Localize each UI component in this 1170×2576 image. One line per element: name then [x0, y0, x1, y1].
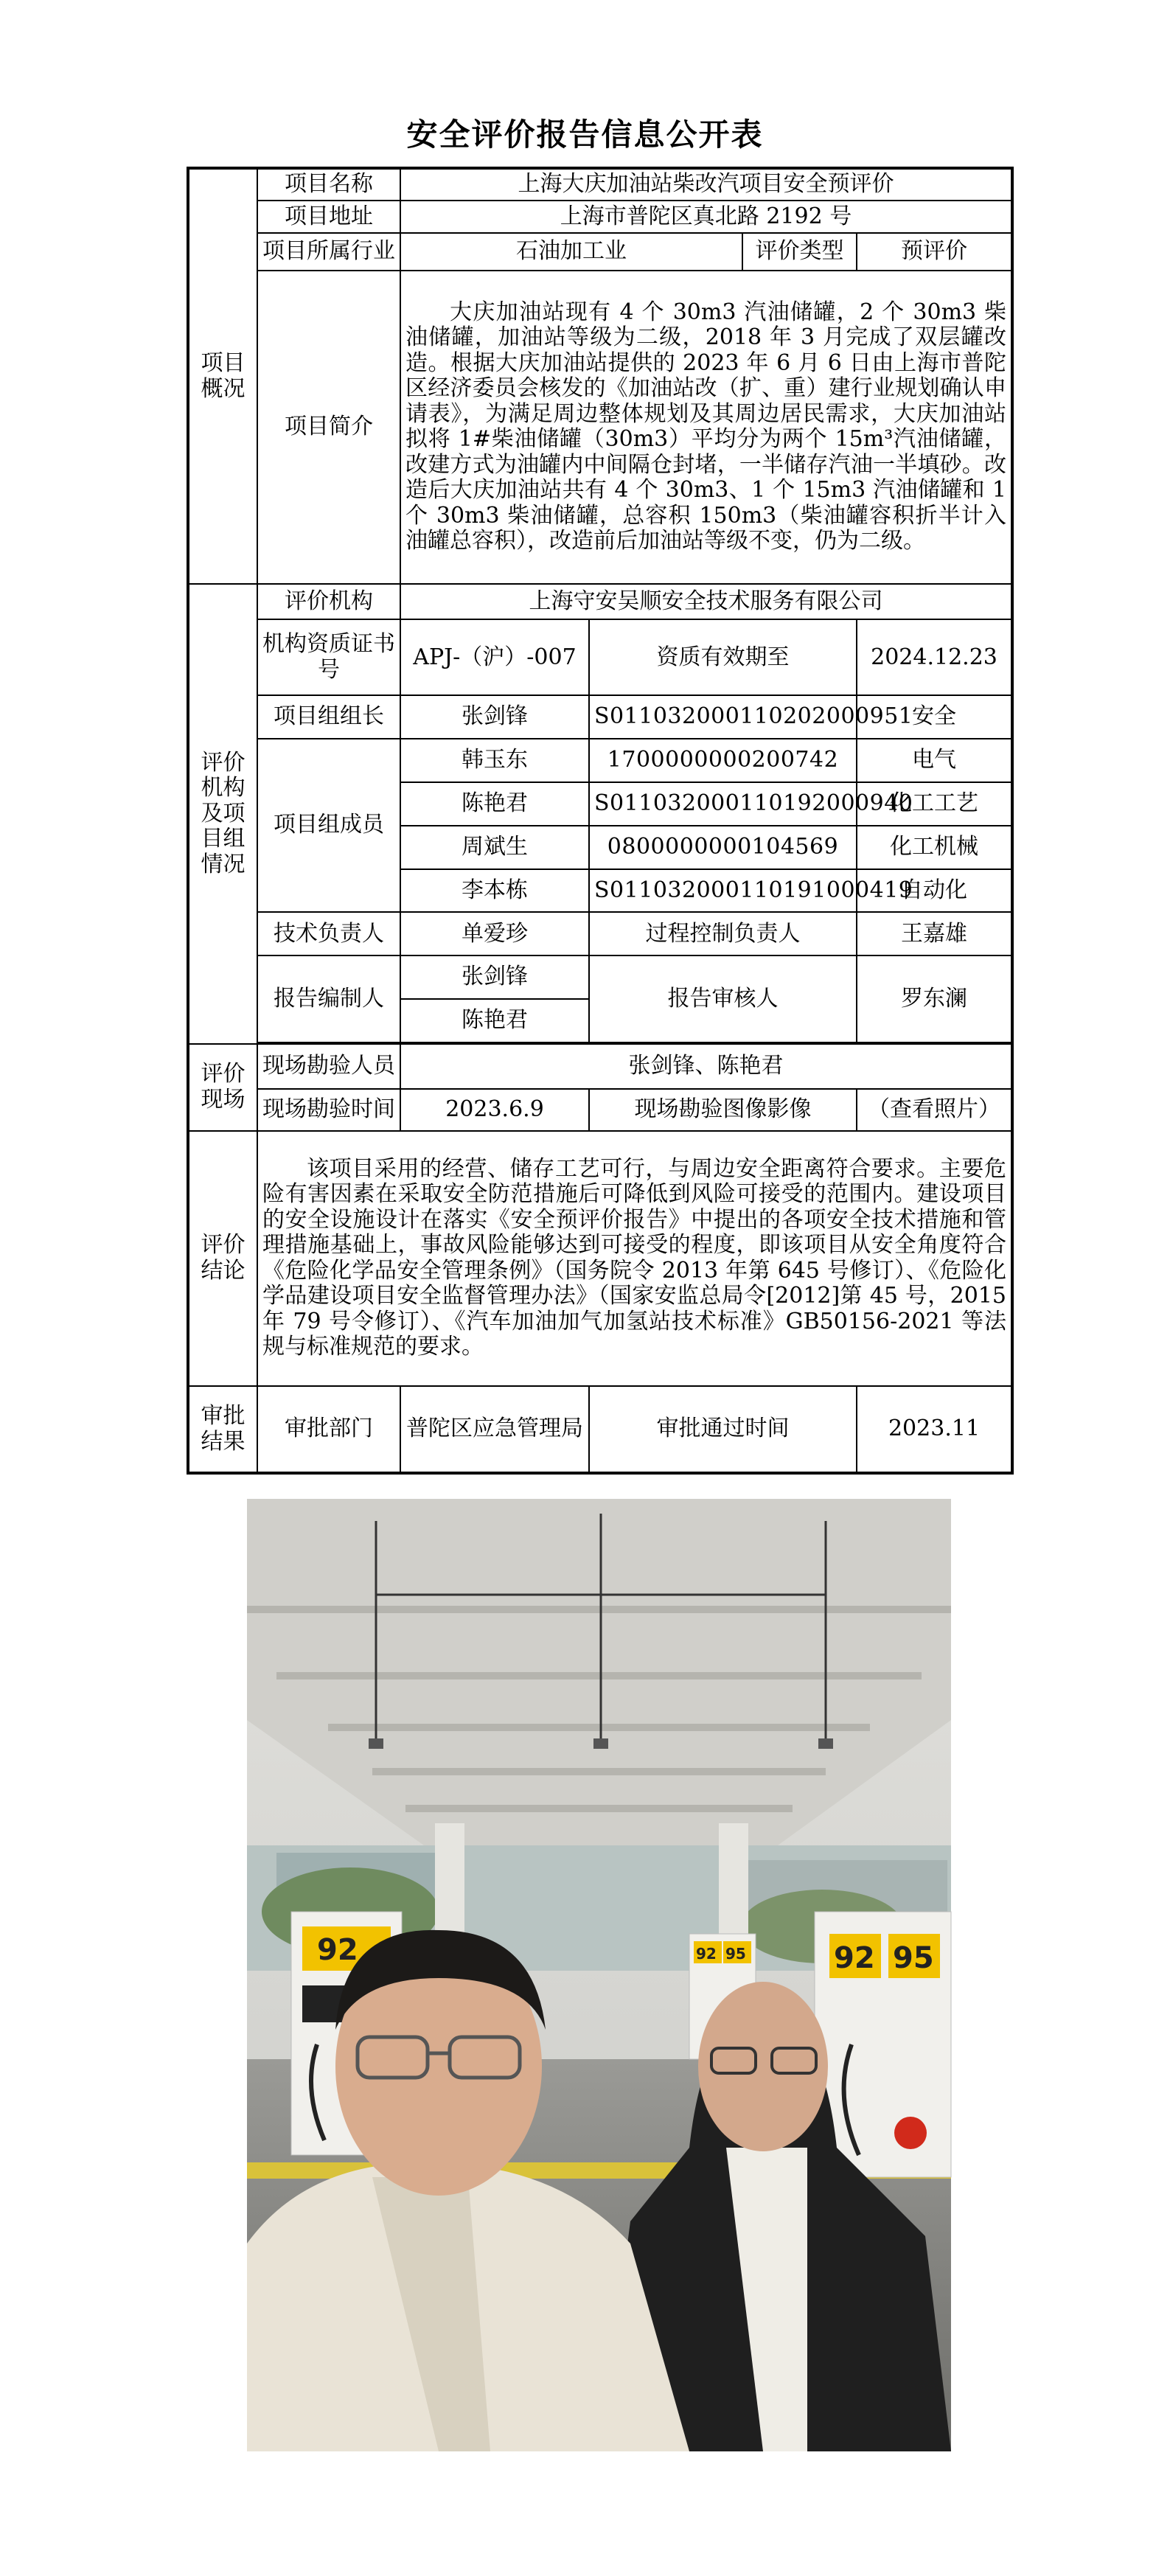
industry-value: 石油加工业 [400, 233, 742, 270]
site-time-label: 现场勘验时间 [257, 1089, 400, 1131]
team-member-field: 化工机械 [857, 826, 1012, 869]
project-address-value: 上海市普陀区真北路 2192 号 [400, 201, 1012, 233]
approval-dept-label: 审批部门 [257, 1386, 400, 1473]
report-author-label: 报告编制人 [257, 955, 400, 1042]
svg-text:92: 92 [696, 1945, 717, 1963]
section-agency: 评价机构及项目组情况 [188, 584, 257, 1044]
team-member-name: 周斌生 [400, 826, 589, 869]
team-member-id: 0800000000104569 [589, 826, 857, 869]
process-lead-label: 过程控制负责人 [589, 912, 857, 955]
team-member-field: 化工工艺 [857, 782, 1012, 826]
report-author-name: 张剑锋 [400, 955, 589, 999]
team-member-field: 自动化 [857, 869, 1012, 913]
info-table [187, 167, 1014, 1475]
team-member-field: 电气 [857, 739, 1012, 782]
section-overview: 项目概况 [188, 168, 257, 584]
conclusion-text: 该项目采用的经营、储存工艺可行，与周边安全距离符合要求。主要危险有害因素在采取安全防范措施后可降低到风险可接受的范围内。建设项目的安全设施设计在落实《安全预评价报告》中提出的各项安全技术措施和管理措施基础上，事故风险能够达到可接受的程度，即该项目从安全角度符合《危险化学品安全管理条例》（国务院令 2013 年第 645 号修订）、《危险化学品建设项目安全监督管理办法》（国家安监总局令[2012]第 45 号，2015 年 79 号令修订）、《汽车加油加气加氢站技术标准》GB50156-2021 等法规与标准规范的要求。 [257, 1131, 1012, 1387]
team-leader-field: 安全 [857, 695, 1012, 739]
approval-time-value: 2023.11 [857, 1386, 1012, 1473]
evaluation-type-value: 预评价 [857, 233, 1012, 270]
svg-text:95: 95 [725, 1945, 746, 1963]
agency-value: 上海守安吴顺安全技术服务有限公司 [400, 584, 1012, 619]
tech-lead-value: 单爱珍 [400, 912, 589, 955]
approval-time-label: 审批通过时间 [589, 1386, 857, 1473]
site-image-label: 现场勘验图像影像 [589, 1089, 857, 1131]
team-member-name: 韩玉东 [400, 739, 589, 782]
report-author-name: 陈艳君 [400, 999, 589, 1042]
site-staff-value: 张剑锋、陈艳君 [400, 1044, 1012, 1089]
site-staff-label: 现场勘验人员 [257, 1044, 400, 1089]
document-title: 安全评价报告信息公开表 [406, 116, 764, 153]
section-site: 评价现场 [188, 1044, 257, 1131]
project-name-label: 项目名称 [257, 168, 400, 201]
team-member-id: 1700000000200742 [589, 739, 857, 782]
valid-until-label: 资质有效期至 [589, 619, 857, 695]
evaluation-type-label: 评价类型 [742, 233, 857, 270]
process-lead-value: 王嘉雄 [857, 912, 1012, 955]
team-members-label: 项目组成员 [257, 739, 400, 912]
view-photo-link[interactable]: （查看照片） [857, 1089, 1012, 1131]
team-leader-label: 项目组组长 [257, 695, 400, 739]
svg-text:92: 92 [317, 1933, 358, 1967]
site-photo [247, 1499, 951, 2451]
industry-label: 项目所属行业 [257, 233, 400, 270]
approval-dept-value: 普陀区应急管理局 [400, 1386, 589, 1473]
svg-text:92: 92 [834, 1941, 875, 1975]
project-intro-text: 大庆加油站现有 4 个 30m3 汽油储罐，2 个 30m3 柴油储罐，加油站等级为二级，2018 年 3 月完成了双层罐改造。根据大庆加油站提供的 2023 年 6 月 6 日由上海市普陀区经济委员会核发的《加油站改（扩、重）建行业规划确认申请表》，为满足周边整体规划及其周边居民需求，大庆加油站拟将 1#柴油储罐（30m3）平均分为两个 15m³汽油储罐，改建方式为油罐内中间隔仓封堵，一半储存汽油一半填砂。改造后大庆加油站共有 4 个 30m3、1 个 15m3 汽油储罐和 1 个 30m3 柴油储罐，总容积 150m3（柴油罐容积折半计入油罐总容积），改造前后加油站等级不变，仍为二级。 [400, 271, 1012, 584]
cert-number-value: APJ-（沪）-007 [400, 619, 589, 695]
team-member-name: 李本栋 [400, 869, 589, 913]
team-member-name: 陈艳君 [400, 782, 589, 826]
agency-label: 评价机构 [257, 584, 400, 619]
section-approval: 审批结果 [188, 1386, 257, 1473]
report-reviewer-label: 报告审核人 [589, 955, 857, 1042]
project-intro-label: 项目简介 [257, 271, 400, 584]
team-member-id: S011032000110191000419 [589, 869, 857, 913]
site-time-value: 2023.6.9 [400, 1089, 589, 1131]
project-name-value: 上海大庆加油站柴改汽项目安全预评价 [400, 168, 1012, 201]
cert-number-label: 机构资质证书号 [257, 619, 400, 695]
team-leader-id: S011032000110202000951 [589, 695, 857, 739]
team-leader-name: 张剑锋 [400, 695, 589, 739]
report-reviewer-value: 罗东澜 [857, 955, 1012, 1042]
valid-until-value: 2024.12.23 [857, 619, 1012, 695]
svg-text:95: 95 [893, 1941, 934, 1975]
section-conclusion: 评价结论 [188, 1131, 257, 1387]
project-address-label: 项目地址 [257, 201, 400, 233]
team-member-id: S011032000110192000940 [589, 782, 857, 826]
tech-lead-label: 技术负责人 [257, 912, 400, 955]
